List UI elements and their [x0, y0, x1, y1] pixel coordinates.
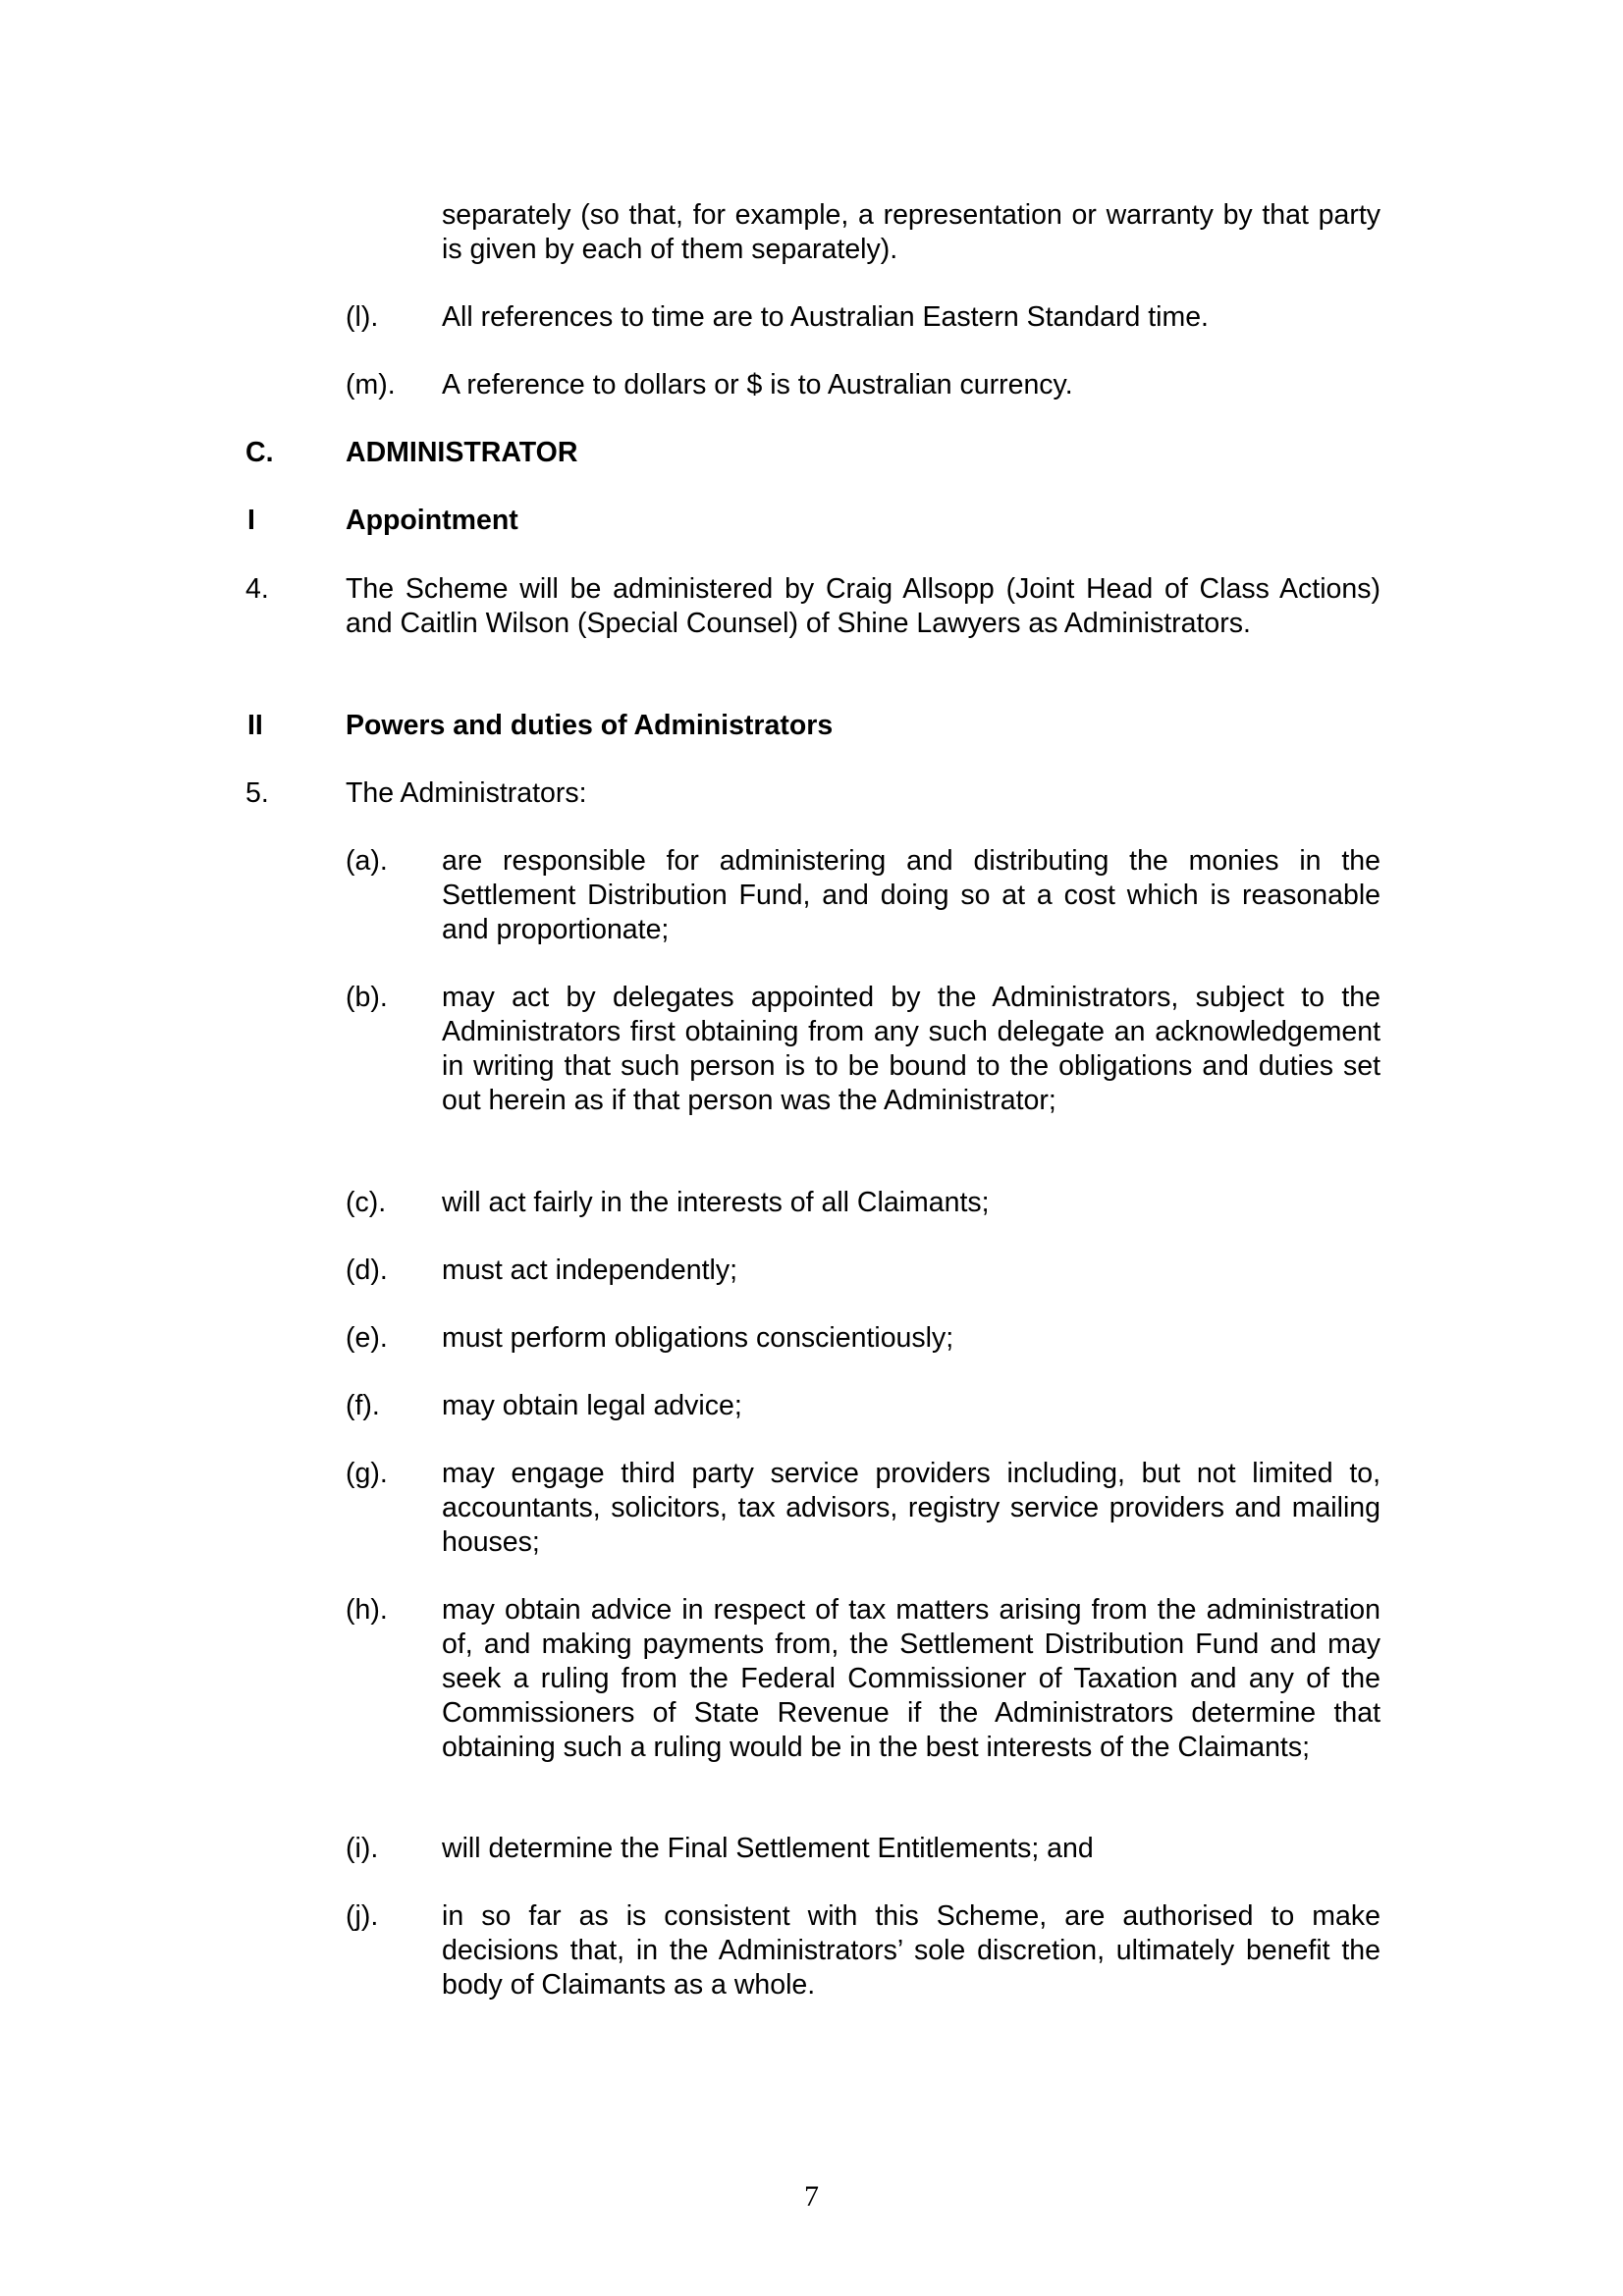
sub-item-label-g: (g). — [346, 1458, 388, 1489]
page-number: 7 — [804, 2180, 819, 2213]
sub-item-label-c: (c). — [346, 1187, 387, 1218]
para-5-text: The Administrators: — [346, 777, 587, 809]
sub-item-label-i: (i). — [346, 1833, 379, 1864]
sub-item-text-g: may engage third party service providers including, but not limited to, accountants, solicitors, tax advisors, registry service providers and mailing houses; — [442, 1458, 1380, 1558]
clause-label-l: (l). — [346, 301, 379, 333]
clause-text-m: A reference to dollars or $ is to Australian currency. — [442, 369, 1073, 400]
sub-item-text-f: may obtain legal advice; — [442, 1390, 742, 1421]
part-1-label: I — [247, 505, 255, 536]
section-c-title: ADMINISTRATOR — [346, 437, 578, 468]
section-c-label: C. — [245, 437, 274, 468]
sub-item-label-a: (a). — [346, 845, 388, 877]
sub-item-text-i: will determine the Final Settlement Entitlements; and — [442, 1833, 1094, 1864]
clause-text-l: All references to time are to Australian Eastern Standard time. — [442, 301, 1209, 333]
sub-item-label-d: (d). — [346, 1255, 388, 1286]
sub-item-text-d: must act independently; — [442, 1255, 738, 1286]
sub-item-label-b: (b). — [346, 982, 388, 1013]
sub-item-text-a: are responsible for administering and distributing the monies in the Settlement Distribution Fund, and doing so at a cost which is reasonable and proportionate; — [442, 845, 1380, 945]
sub-item-text-e: must perform obligations conscientiously; — [442, 1322, 954, 1354]
para-4-label: 4. — [245, 573, 269, 605]
sub-item-text-b: may act by delegates appointed by the Administrators, subject to the Administrators first obtaining from any such delegate an acknowledgement in writing that such person is to be bound to the obligations and duties set out herein as if that person was the Administrator; — [442, 982, 1380, 1116]
clause-label-m: (m). — [346, 369, 396, 400]
sub-item-text-h: may obtain advice in respect of tax matters arising from the administration of, and making payments from, the Settlement Distribution Fund and may seek a ruling from the Federal Commissioner of Taxation and any of the Commissioners of State Revenue if the Administrators determine that obtaining such a ruling would be in the best interests of the Claimants; — [442, 1594, 1380, 1763]
sub-item-text-j: in so far as is consistent with this Scheme, are authorised to make decisions that, in the Administrators’ sole discretion, ultimately benefit the body of Claimants as a whole. — [442, 1900, 1380, 2001]
sub-item-label-f: (f). — [346, 1390, 380, 1421]
part-1-title: Appointment — [346, 505, 518, 536]
sub-item-label-e: (e). — [346, 1322, 388, 1354]
sub-item-text-c: will act fairly in the interests of all Claimants; — [442, 1187, 990, 1218]
part-2-label: II — [247, 710, 263, 741]
sub-item-label-h: (h). — [346, 1594, 388, 1626]
para-4-text: The Scheme will be administered by Craig Allsopp (Joint Head of Class Actions) and Caitlin Wilson (Special Counsel) of Shine Lawyers as Administrators. — [346, 573, 1380, 639]
para-5-label: 5. — [245, 777, 269, 809]
part-2-title: Powers and duties of Administrators — [346, 710, 834, 741]
continuation-paragraph: separately (so that, for example, a representation or warranty by that party is given by each of them separately). — [442, 199, 1380, 265]
sub-item-label-j: (j). — [346, 1900, 379, 1932]
